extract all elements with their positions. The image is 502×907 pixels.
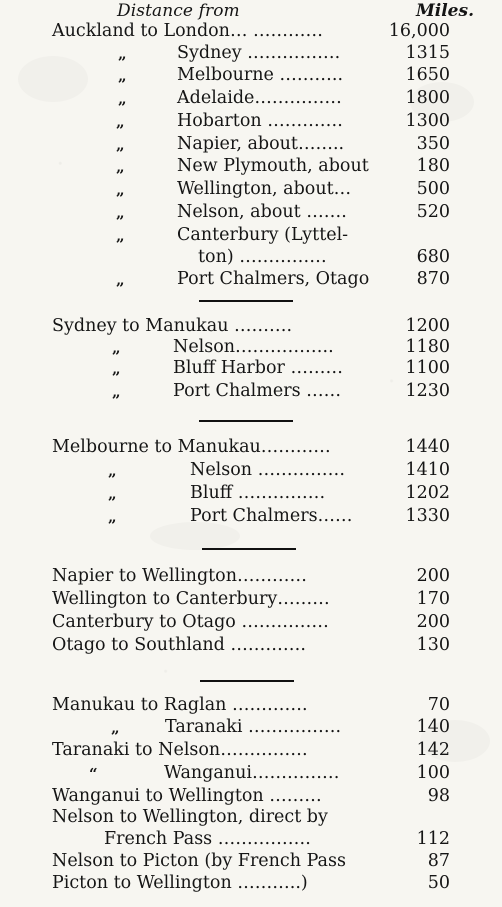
header-distance-from: Distance from [117,1,240,21]
distance-row [0,133,502,155]
miles-value: 1200 [405,316,450,336]
ditto-mark: „ [116,271,125,289]
route-label: Nelson to Picton (by French Pass [52,851,346,871]
miles-value: 1202 [405,483,450,503]
distance-row [0,315,502,337]
distance-row [0,694,502,716]
route-label: Taranaki ……………. [165,717,342,737]
distance-row [0,20,502,42]
miles-value: 98 [427,786,450,806]
route-label: Taranaki to Nelson…………… [52,740,308,760]
distance-row [0,268,502,290]
distance-row [0,246,502,268]
ditto-mark: „ [116,204,125,222]
ditto-mark: „ [108,462,117,480]
route-label: Manukau to Raglan …………. [52,695,308,715]
distance-row [0,87,502,109]
distance-row [0,611,502,633]
miles-value: 180 [416,156,450,176]
route-label: Wanganui to Wellington ……… [52,786,322,806]
distance-row [0,850,502,872]
miles-value: 1800 [405,88,450,108]
miles-value: 1650 [405,65,450,85]
miles-value: 200 [416,566,450,586]
route-label: Canterbury (Lyttel- [177,225,349,245]
miles-value: 500 [416,179,450,199]
distance-row [0,357,502,379]
ditto-mark: „ [111,719,120,737]
route-label: Melbourne ……….. [177,65,344,85]
distance-row [0,505,502,527]
miles-value: 1440 [405,437,450,457]
miles-value: 87 [427,851,450,871]
route-label: Napier to Wellington………… [52,566,307,586]
route-label: Nelson to Wellington, direct by [52,807,328,827]
route-label: New Plymouth, about [177,156,369,176]
miles-value: 142 [416,740,450,760]
distance-row [0,459,502,481]
route-label: Canterbury to Otago …………… [52,612,329,632]
ditto-mark: „ [116,136,125,154]
distance-row [0,785,502,807]
miles-value: 1230 [405,381,450,401]
ditto-mark: „ [108,485,117,503]
miles-value: 50 [427,873,450,893]
route-label: Sydney ……………. [177,43,341,63]
route-label: Nelson …………… [190,460,346,480]
distance-row [0,201,502,223]
miles-value: 1330 [405,506,450,526]
distance-row [0,828,502,850]
route-label: ton) …………… [198,247,327,267]
distance-row [0,872,502,894]
ditto-mark: „ [108,508,117,526]
route-label: Bluff Harbor ……… [173,358,343,378]
section-divider [200,680,294,682]
miles-value: 870 [416,269,450,289]
route-label: Port Chalmers, Otago [177,269,370,289]
distance-row [0,716,502,738]
route-label: Adelaide…………… [177,88,342,108]
route-label: Nelson, about ……. [177,202,347,222]
route-label: Wellington to Canterbury……… [52,589,330,609]
miles-value: 350 [416,134,450,154]
route-label: Bluff …………… [190,483,326,503]
route-label: Picton to Wellington ………..) [52,873,308,893]
miles-value: 1410 [405,460,450,480]
miles-value: 170 [416,589,450,609]
miles-value: 140 [416,717,450,737]
ditto-mark: „ [116,158,125,176]
route-label: Hobarton …………. [177,111,343,131]
miles-value: 1100 [405,358,450,378]
ditto-mark: „ [118,45,127,63]
miles-value: 130 [416,635,450,655]
ditto-mark: „ [112,360,121,378]
section-divider [199,300,293,302]
miles-value: 680 [416,247,450,267]
distance-row [0,336,502,358]
route-label: Auckland to London… ………… [52,21,324,41]
ditto-mark: „ [116,113,125,131]
distance-row [0,739,502,761]
ditto-mark: „ [112,383,121,401]
miles-value: 112 [416,829,450,849]
distance-row [0,178,502,200]
distance-row [0,588,502,610]
distance-row [0,482,502,504]
route-label: French Pass ……………. [104,829,311,849]
route-label: Nelson…………….. [173,337,334,357]
route-label: Sydney to Manukau ………. [52,316,293,336]
miles-value: 100 [416,763,450,783]
distance-row [0,436,502,458]
table-header [0,1,502,21]
miles-value: 16,000 [388,21,450,41]
miles-value: 520 [416,202,450,222]
distance-row [0,565,502,587]
miles-value: 1300 [405,111,450,131]
ditto-mark: „ [118,90,127,108]
section-divider [199,420,293,422]
distance-row [0,42,502,64]
ditto-mark: „ [112,339,121,357]
route-label: Wanganui…………… [164,763,340,783]
distance-row [0,762,502,784]
distance-row [0,380,502,402]
distance-row [0,224,502,246]
miles-value: 1315 [405,43,450,63]
ditto-mark: “ [89,765,98,783]
header-miles: Miles. [415,1,474,21]
miles-value: 1180 [405,337,450,357]
route-label: Napier, about…….. [177,134,345,154]
route-label: Wellington, about… [177,179,352,199]
route-label: Otago to Southland …………. [52,635,306,655]
route-label: Port Chalmers…… [190,506,353,526]
route-label: Melbourne to Manukau………… [52,437,331,457]
ditto-mark: „ [118,67,127,85]
miles-value: 200 [416,612,450,632]
distance-row [0,634,502,656]
distance-row [0,110,502,132]
route-label: Port Chalmers …… [173,381,342,401]
distance-row [0,155,502,177]
ditto-mark: „ [116,181,125,199]
miles-value: 70 [427,695,450,715]
ditto-mark: „ [116,227,125,245]
section-divider [202,548,296,550]
distance-row [0,64,502,86]
distance-row [0,806,502,828]
